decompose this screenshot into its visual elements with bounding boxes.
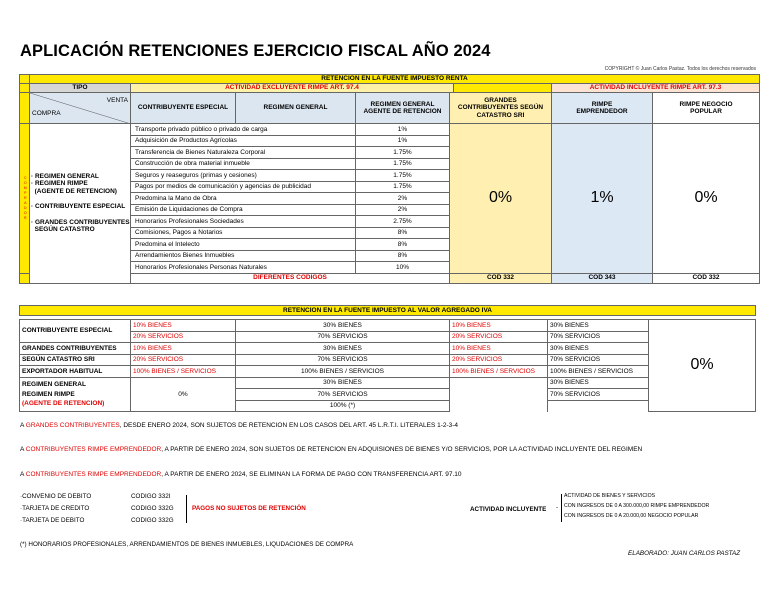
renta-table (19, 74, 760, 284)
iva-rg-emp: 30% BIENES (548, 377, 649, 389)
concept-rate: 8% (356, 227, 450, 239)
brace-divider (561, 494, 562, 522)
brace-divider (186, 495, 187, 523)
concept-rate: 1% (356, 135, 450, 147)
iva-ce: 10% BIENES (131, 343, 236, 355)
cod-grandes: COD 332 (450, 273, 552, 283)
actividad-line: CON INGRESOS DE 0 A 300.000,00 RIMPE EMPRENDEDOR (564, 503, 710, 509)
concept-name: Pagos por medios de comunicación y agencias de publicidad (131, 181, 356, 193)
iva-gc: 100% BIENES / SERVICIOS (450, 366, 548, 378)
iva-rg-rg: 70% SERVICIOS (236, 389, 450, 401)
elaborado-label: ELABORADO: JUAN CARLOS PASTAZ (628, 550, 741, 557)
iva-emp: 100% BIENES / SERVICIOS (548, 366, 649, 378)
payment-code: CODIGO 332G (131, 505, 174, 512)
iva-rg-ce: 0% (131, 377, 236, 412)
iva-rg: 30% BIENES (236, 320, 450, 332)
iva-emp: 30% BIENES (548, 343, 649, 355)
iva-rg: 100% BIENES / SERVICIOS (236, 366, 450, 378)
concept-rate: 2% (356, 204, 450, 216)
iva-emp: 30% BIENES (548, 320, 649, 332)
payment-label: ·CONVENIO DE DEBITO (20, 493, 92, 500)
actividad-line: ACTIVIDAD DE BIENES Y SERVICIOS (564, 493, 656, 499)
copyright-note: COPYRIGHT © Juan Carlos Pastaz. Todos los derechos reservados (604, 66, 756, 72)
popular-rate: 0% (653, 124, 760, 274)
col-regimen-general: REGIMEN GENERAL (236, 93, 356, 124)
iva-table (19, 305, 759, 412)
payment-label: ·TARJETA DE DEBITO (20, 517, 85, 524)
concept-rate: 1% (356, 124, 450, 136)
note-line: A GRANDES CONTRIBUYENTES, DESDE ENERO 2024, SON SUJETOS DE RETENCION EN LOS CASOS DEL ART. 45 L.R.T.I. LITERALES 1-2-3-4 (20, 422, 459, 429)
iva-row-label: EXPORTADOR HABITUAL (20, 366, 131, 378)
actividad-line: CON INGRESOS DE 0 A 20.000,00 NEGOCIO POPULAR (564, 513, 699, 519)
iva-gc: 10% BIENES (450, 320, 548, 332)
compradores-list: · REGIMEN GENERAL · REGIMEN RIMPE (AGENTE DE RETENCION) · CONTRIBUYENTE ESPECIAL · GRANDES CONTRIBUYENTES SEGÚN CATASTRO (30, 124, 131, 284)
concept-name: Predomina el Intelecto (131, 239, 356, 251)
no-sujetos-label: PAGOS NO SUJETOS DE RETENCIÓN (192, 505, 306, 512)
venta-label: VENTA (106, 96, 128, 104)
venta-compra-header (30, 93, 131, 124)
concept-name: Predomina la Mano de Obra (131, 193, 356, 205)
comprador-vertical-label: COMPRADOR (23, 175, 28, 221)
payment-code: CODIGO 332I (131, 493, 171, 500)
col-agente-retencion: REGIMEN GENERAL AGENTE DE RETENCION (356, 93, 450, 124)
grandes-rate: 0% (450, 124, 552, 274)
tipo-label: TIPO (30, 84, 131, 93)
concept-name: Honorarios Profesionales Personas Naturales (131, 262, 356, 274)
iva-ce: 20% SERVICIOS (131, 331, 236, 343)
concept-name: Arrendamientos Bienes Inmuebles (131, 250, 356, 262)
emprendedor-rate: 1% (552, 124, 653, 274)
concept-name: Transporte privado público o privado de carga (131, 124, 356, 136)
concept-rate: 8% (356, 239, 450, 251)
note-line: A CONTRIBUYENTES RIMPE EMPRENDEDOR, A PARTIR DE ENERO 2024, SE ELIMINAN LA FORMA DE PAGO CON TRANSFERENCIA ART. 97.10 (20, 471, 462, 478)
concept-name: Transferencia de Bienes Naturaleza Corporal (131, 147, 356, 159)
iva-rg-rg: 100% (*) (236, 400, 450, 412)
iva-gc: 20% SERVICIOS (450, 354, 548, 366)
compra-label: COMPRA (32, 110, 61, 117)
concept-rate: 8% (356, 250, 450, 262)
iva-row-label: GRANDES CONTRIBUYENTES (20, 343, 131, 355)
cod-popular: COD 332 (653, 273, 760, 283)
payment-label: ·TARJETA DE CREDITO (20, 505, 90, 512)
iva-emp: 70% SERVICIOS (548, 331, 649, 343)
iva-rg: 70% SERVICIOS (236, 354, 450, 366)
dash-divider: - (556, 504, 559, 511)
concept-rate: 2.75% (356, 216, 450, 228)
concept-name: Comisiones, Pagos a Notarios (131, 227, 356, 239)
cod-emprendedor: COD 343 (552, 273, 653, 283)
iva-rg-rg: 30% BIENES (236, 377, 450, 389)
incluyente-label: ACTIVIDAD INCLUYENTE RIMPE ART. 97.3 (552, 84, 760, 93)
iva-rg-emp: 70% SERVICIOS (548, 389, 649, 401)
footnote: (*) HONORARIOS PROFESIONALES, ARRENDAMIENTOS DE BIENES INMUEBLES, LIQUDACIONES DE COMPRA (20, 541, 354, 548)
note-line: A CONTRIBUYENTES RIMPE EMPRENDEDOR, A PARTIR DE ENERO 2024, SON SUJETOS DE RETENCION EN ADQUISIONES DE BIENES Y/O SERVICIOS, POR LA ACTIVIDAD INCLUYENTE DEL REGIMEN (20, 446, 643, 453)
concept-rate: 10% (356, 262, 450, 274)
concept-rate: 1.75% (356, 170, 450, 182)
concept-name: Seguros y reaseguros (primas y cesiones) (131, 170, 356, 182)
iva-ce: 20% SERVICIOS (131, 354, 236, 366)
page-title: APLICACIÓN RETENCIONES EJERCICIO FISCAL AÑO 2024 (20, 42, 491, 60)
iva-gc: 20% SERVICIOS (450, 331, 548, 343)
concept-name: Honorarios Profesionales Sociedades (131, 216, 356, 228)
actividad-incluyente-label: ACTIVIDAD INCLUYENTE (470, 506, 547, 513)
payment-code: CODIGO 332G (131, 517, 174, 524)
iva-section-title: RETENCION EN LA FUENTE IMPUESTO AL VALOR AGREGADO IVA (20, 306, 756, 316)
excluyente-label: ACTIVIDAD EXCLUYENTE RIMPE ART. 97.4 (131, 84, 454, 93)
iva-ce: 10% BIENES (131, 320, 236, 332)
renta-section-title: RETENCION EN LA FUENTE IMPUESTO RENTA (30, 75, 760, 84)
col-grandes-contribuyentes: GRANDES CONTRIBUYENTES SEGÚN CATASTRO SRI (450, 93, 552, 124)
concept-rate: 1.75% (356, 147, 450, 159)
concept-rate: 2% (356, 193, 450, 205)
col-rimpe-emprendedor: RIMPE EMPRENDEDOR (552, 93, 653, 124)
concept-name: Adquisición de Productos Agrícolas (131, 135, 356, 147)
iva-rg: 70% SERVICIOS (236, 331, 450, 343)
iva-ce: 100% BIENES / SERVICIOS (131, 366, 236, 378)
concept-name: Emisión de Liquidaciones de Compra (131, 204, 356, 216)
concept-rate: 1.75% (356, 181, 450, 193)
iva-regimen-general-label: REGIMEN GENERAL REGIMEN RIMPE (AGENTE DE RETENCION) (20, 377, 131, 412)
concept-name: Construcción de obra material inmueble (131, 158, 356, 170)
iva-popular-rate: 0% (649, 320, 756, 412)
iva-row-label: CONTRIBUYENTE ESPECIAL (20, 320, 131, 343)
diferentes-codigos: DIFERENTES CODIGOS (131, 273, 450, 283)
iva-emp: 70% SERVICIOS (548, 354, 649, 366)
concept-rate: 1.75% (356, 158, 450, 170)
iva-row-label: SEGÚN CATASTRO SRI (20, 354, 131, 366)
col-contribuyente-especial: CONTRIBUYENTE ESPECIAL (131, 93, 236, 124)
col-rimpe-negocio-popular: RIMPE NEGOCIO POPULAR (653, 93, 760, 124)
iva-gc: 10% BIENES (450, 343, 548, 355)
iva-rg: 30% BIENES (236, 343, 450, 355)
